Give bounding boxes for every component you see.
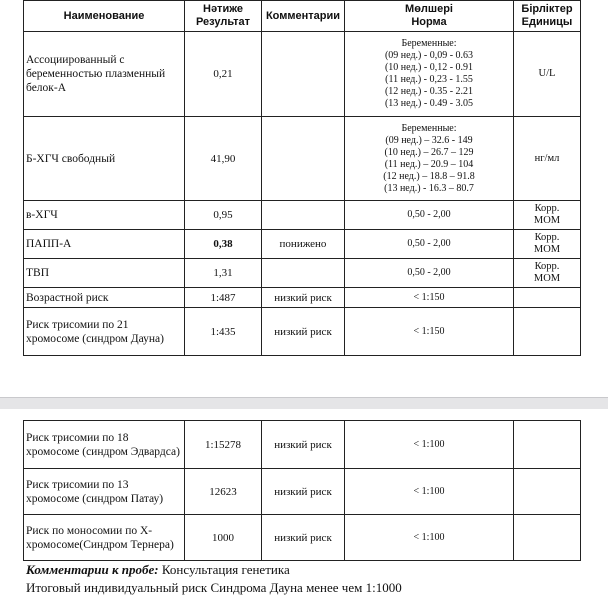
- header-result-kz: Нәтиже: [203, 3, 243, 15]
- row-comment: [262, 117, 345, 201]
- row-norm: < 1:100: [345, 421, 514, 469]
- row-units: [514, 469, 581, 515]
- table-row: [24, 117, 581, 201]
- row-name: в-ХГЧ: [24, 201, 185, 230]
- sample-comment-text: Консультация генетика: [161, 562, 290, 577]
- header-norm-kz: Мөлшері: [405, 3, 453, 15]
- table-row: [24, 288, 581, 308]
- norm-line: (13 нед.) - 16.3 – 80.7: [384, 182, 474, 194]
- units-line: MOM: [533, 273, 561, 284]
- table-row: [24, 469, 581, 515]
- norm-line: (09 нед.) - 0,09 - 0.63: [384, 50, 474, 61]
- row-units: [514, 421, 581, 469]
- table-row: [24, 201, 581, 230]
- row-norm: < 1:100: [345, 469, 514, 515]
- header-norm: [345, 1, 514, 32]
- row-result: 1:435: [185, 308, 262, 356]
- table-row: [24, 515, 581, 561]
- results-table-top: [23, 0, 581, 356]
- row-name: ПАПП-А: [24, 230, 185, 259]
- row-units: [514, 288, 581, 308]
- row-comment: низкий риск: [262, 469, 345, 515]
- row-comment: низкий риск: [262, 421, 345, 469]
- header-units-ru: Единицы: [521, 16, 573, 28]
- norm-line: (11 нед.) - 0,23 - 1.55: [385, 74, 473, 85]
- norm-line: (09 нед.) – 32.6 - 149: [385, 134, 473, 146]
- units-line: Корр.: [534, 203, 560, 214]
- row-result: 41,90: [185, 117, 262, 201]
- norm-line: Беременные:: [401, 122, 457, 134]
- header-units-kz: Бірліктер: [521, 3, 573, 15]
- row-result: 1,31: [185, 259, 262, 288]
- row-units: нг/мл: [514, 117, 581, 201]
- norm-line: (11 нед.) – 20.9 – 104: [384, 158, 474, 170]
- row-norm: < 1:150: [345, 308, 514, 356]
- row-units: U/L: [514, 32, 581, 117]
- table-row: [24, 32, 581, 117]
- row-result: 1:15278: [185, 421, 262, 469]
- units-line: MOM: [533, 244, 561, 255]
- row-name: Риск по моносомии по Х-хромосоме(Синдром Тернера): [24, 515, 185, 561]
- units-line: Корр.: [534, 232, 560, 243]
- row-units: [514, 515, 581, 561]
- row-comment: [262, 32, 345, 117]
- row-name: Ассоциированный с беременностью плазменный белок-А: [24, 32, 185, 117]
- table-row: [24, 421, 581, 469]
- row-name: Риск трисомии по 21 хромосоме (синдром Дауна): [24, 308, 185, 356]
- units-line: Корр.: [534, 261, 560, 272]
- row-units: [514, 201, 581, 230]
- row-result: 1000: [185, 515, 262, 561]
- row-norm: [345, 117, 514, 201]
- table-row: [24, 308, 581, 356]
- row-norm: 0,50 - 2,00: [345, 259, 514, 288]
- norm-line: (10 нед.) - 0,12 - 0.91: [384, 62, 474, 73]
- header-units: [514, 1, 581, 32]
- row-units: [514, 230, 581, 259]
- table-row: [24, 230, 581, 259]
- norm-line: (13 нед.) - 0.49 - 3.05: [384, 98, 474, 109]
- row-comment: низкий риск: [262, 308, 345, 356]
- row-name: Риск трисомии по 13 хромосоме (синдром Патау): [24, 469, 185, 515]
- sample-comment-label: Комментарии к пробе:: [26, 562, 159, 577]
- row-comment: низкий риск: [262, 288, 345, 308]
- norm-line: (12 нед.) - 0.35 - 2.21: [384, 86, 474, 97]
- row-name: Риск трисомии по 18 хромосоме (синдром Эдвардса): [24, 421, 185, 469]
- row-comment: [262, 201, 345, 230]
- row-result: 0,21: [185, 32, 262, 117]
- sample-comment-line: [26, 561, 586, 579]
- report-page-2: [0, 409, 608, 600]
- summary-risk-line: Итоговый индивидуальный риск Синдрома Дауна менее чем 1:1000: [26, 580, 402, 595]
- row-name: ТВП: [24, 259, 185, 288]
- sample-comments: [26, 561, 586, 597]
- row-comment: [262, 259, 345, 288]
- norm-line: (12 нед.) – 18.8 – 91.8: [383, 170, 475, 182]
- table-header-row: [24, 1, 581, 32]
- results-table-bottom: [23, 420, 581, 561]
- header-result: [185, 1, 262, 32]
- row-result: 0,95: [185, 201, 262, 230]
- header-result-ru: Результат: [195, 16, 251, 28]
- norm-line: Беременные:: [401, 38, 457, 49]
- row-norm: < 1:150: [345, 288, 514, 308]
- header-comment: Комментарии: [262, 1, 345, 32]
- header-norm-ru: Норма: [411, 16, 447, 28]
- row-norm: < 1:100: [345, 515, 514, 561]
- row-comment: низкий риск: [262, 515, 345, 561]
- row-result: 12623: [185, 469, 262, 515]
- row-units: [514, 259, 581, 288]
- header-name: Наименование: [24, 1, 185, 32]
- row-comment: понижено: [262, 230, 345, 259]
- row-result: 1:487: [185, 288, 262, 308]
- row-units: [514, 308, 581, 356]
- row-result: 0,38: [185, 230, 262, 259]
- row-norm: 0,50 - 2,00: [345, 201, 514, 230]
- row-norm: [345, 32, 514, 117]
- row-name: Б-ХГЧ свободный: [24, 117, 185, 201]
- row-norm: 0,50 - 2,00: [345, 230, 514, 259]
- table-row: [24, 259, 581, 288]
- units-line: MOM: [533, 215, 561, 226]
- row-name: Возрастной риск: [24, 288, 185, 308]
- norm-line: (10 нед.) – 26.7 – 129: [384, 146, 474, 158]
